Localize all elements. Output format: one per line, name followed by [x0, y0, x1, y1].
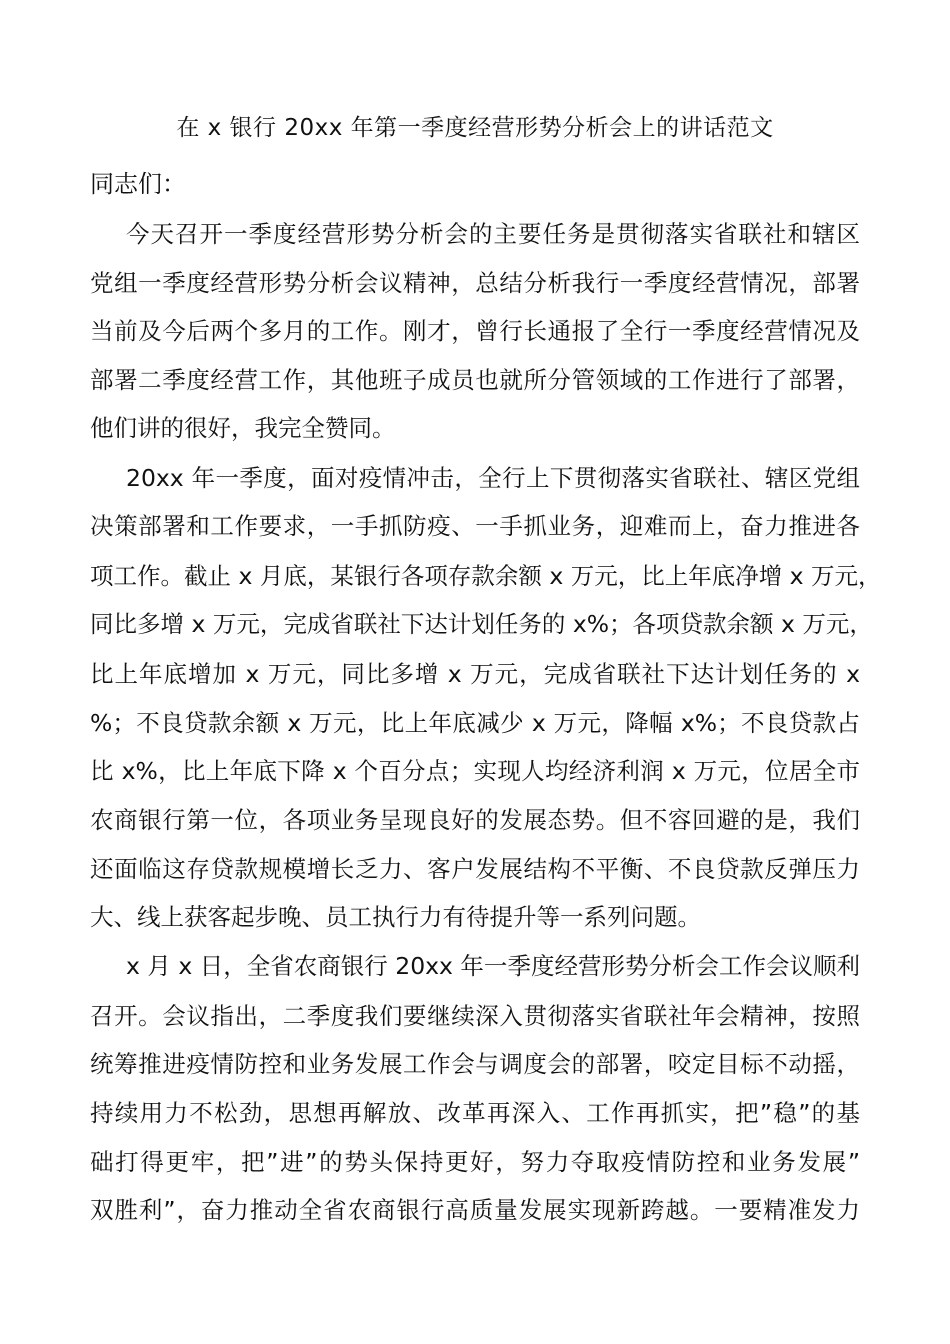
- paragraph-1-line-2: 党组一季度经营形势分析会议精神，总结分析我行一季度经营情况，部署: [90, 269, 860, 297]
- paragraph-2-line-2: 决策部署和工作要求，一手抓防疫、一手抓业务，迎难而上，奋力推进各: [90, 512, 860, 540]
- paragraph-3-line-2: 召开。会议指出，二季度我们要继续深入贯彻落实省联社年会精神，按照: [90, 1002, 860, 1030]
- paragraph-3-line-3: 统筹推进疫情防控和业务发展工作会与调度会的部署，咬定目标不动摇，: [90, 1050, 860, 1078]
- paragraph-3-line-5: 础打得更牢，把”进”的势头保持更好，努力夺取疫情防控和业务发展”: [90, 1148, 860, 1176]
- paragraph-1-line-1: 今天召开一季度经营形势分析会的主要任务是贯彻落实省联社和辖区: [126, 220, 860, 248]
- paragraph-3-line-6: 双胜利”，奋力推动全省农商银行高质量发展实现新跨越。一要精准发力: [90, 1196, 860, 1224]
- paragraph-2-line-10: 大、线上获客起步晚、员工执行力有待提升等一系列问题。: [90, 903, 701, 931]
- paragraph-2-line-5: 比上年底增加 x 万元，同比多增 x 万元，完成省联社下达计划任务的 x: [90, 660, 860, 688]
- paragraph-2-line-7: 比 x%，比上年底下降 x 个百分点；实现人均经济利润 x 万元，位居全市: [90, 757, 860, 785]
- paragraph-1-line-5: 他们讲的很好，我完全赞同。: [90, 414, 396, 442]
- salutation: 同志们：: [90, 170, 186, 198]
- paragraph-2-line-6: %；不良贷款余额 x 万元，比上年底减少 x 万元，降幅 x%；不良贷款占: [90, 709, 860, 737]
- paragraph-2-line-8: 农商银行第一位，各项业务呈现良好的发展态势。但不容回避的是，我们: [90, 806, 860, 834]
- paragraph-1-line-4: 部署二季度经营工作，其他班子成员也就所分管领域的工作进行了部署，: [90, 366, 860, 394]
- paragraph-3-line-1: x 月 x 日，全省农商银行 20xx 年一季度经营形势分析会工作会议顺利: [126, 952, 860, 980]
- document-title: 在 x 银行 20xx 年第一季度经营形势分析会上的讲话范文: [176, 115, 774, 141]
- paragraph-1-line-3: 当前及今后两个多月的工作。刚才，曾行长通报了全行一季度经营情况及: [90, 317, 860, 345]
- paragraph-2-line-1: 20xx 年一季度，面对疫情冲击，全行上下贯彻落实省联社、辖区党组: [126, 464, 860, 492]
- paragraph-2-line-9: 还面临这存贷款规模增长乏力、客户发展结构不平衡、不良贷款反弹压力: [90, 855, 860, 883]
- paragraph-2-line-3: 项工作。截止 x 月底，某银行各项存款余额 x 万元，比上年底净增 x 万元，: [90, 562, 882, 590]
- paragraph-2-line-4: 同比多增 x 万元，完成省联社下达计划任务的 x%；各项贷款余额 x 万元，: [90, 610, 873, 638]
- paragraph-3-line-4: 持续用力不松劲，思想再解放、改革再深入、工作再抓实，把”稳”的基: [90, 1099, 860, 1127]
